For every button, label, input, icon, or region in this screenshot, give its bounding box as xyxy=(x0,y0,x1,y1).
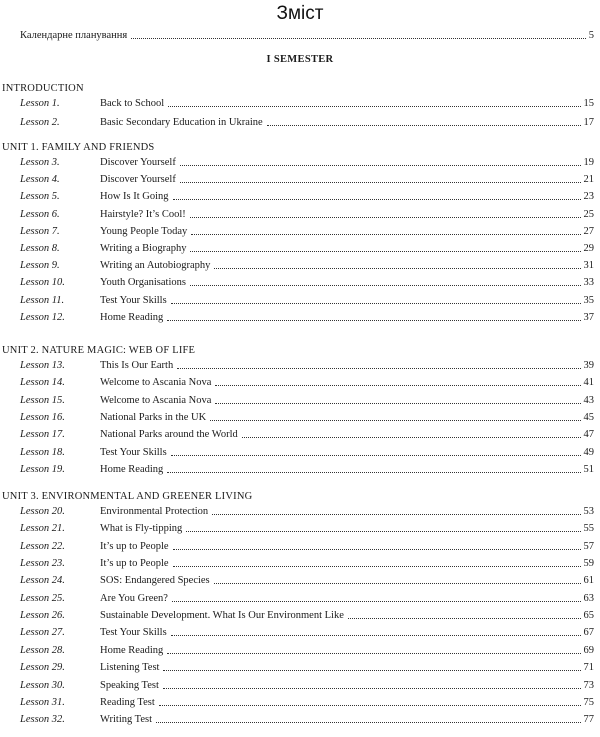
dot-leader xyxy=(210,411,580,421)
toc-entry[interactable] xyxy=(20,609,594,623)
lesson-title: Discover Yourself xyxy=(100,174,176,186)
lesson-number: Lesson 23. xyxy=(20,558,65,570)
toc-entry-calendar[interactable] xyxy=(20,29,594,43)
lesson-number: Lesson 4. xyxy=(20,174,60,186)
toc-entry[interactable] xyxy=(20,208,594,222)
lesson-number: Lesson 12. xyxy=(20,311,65,323)
entry-title: Календарне планування xyxy=(20,30,128,41)
entry-page-number: 23 xyxy=(583,191,594,203)
dot-leader xyxy=(215,394,580,404)
dot-leader xyxy=(159,696,581,706)
toc-entry[interactable] xyxy=(20,97,594,111)
toc-entry[interactable] xyxy=(20,259,594,273)
lesson-number: Lesson 26. xyxy=(20,610,65,622)
lesson-title: Writing Test xyxy=(100,714,153,726)
lesson-title: SOS: Endangered Species xyxy=(100,575,210,587)
dot-leader xyxy=(214,574,581,584)
toc-entry[interactable] xyxy=(20,661,594,675)
entry-page-number: 21 xyxy=(583,174,594,186)
dot-leader xyxy=(214,259,580,269)
toc-entry[interactable] xyxy=(20,626,594,640)
lesson-number: Lesson 28. xyxy=(20,644,65,656)
lesson-title: Home Reading xyxy=(100,463,164,475)
dot-leader xyxy=(163,661,580,671)
dot-leader xyxy=(156,713,580,723)
toc-entry[interactable] xyxy=(20,463,594,477)
lesson-title: Home Reading xyxy=(100,311,164,323)
lesson-title: Reading Test xyxy=(100,696,155,708)
lesson-number: Lesson 3. xyxy=(20,157,60,168)
lesson-number: Lesson 29. xyxy=(20,662,65,674)
lesson-number: Lesson 21. xyxy=(20,523,65,535)
entry-page-number: 75 xyxy=(583,696,594,708)
toc-entry[interactable] xyxy=(20,242,594,256)
lesson-title: It’s up to People xyxy=(100,540,169,552)
entry-page-number: 19 xyxy=(583,157,594,168)
dot-leader xyxy=(163,679,581,689)
lesson-title: Basic Secondary Education in Ukraine xyxy=(100,117,263,129)
lesson-title: Welcome to Ascania Nova xyxy=(100,394,212,406)
toc-entry[interactable] xyxy=(20,557,594,571)
lesson-number: Lesson 27. xyxy=(20,627,65,639)
lesson-title: How Is It Going xyxy=(100,191,169,203)
lesson-title: National Parks around the World xyxy=(100,429,238,441)
toc-entry[interactable] xyxy=(20,696,594,710)
entry-page-number: 77 xyxy=(583,714,594,726)
dot-leader xyxy=(168,97,580,107)
entry-page-number: 35 xyxy=(583,294,594,306)
dot-leader xyxy=(180,173,581,183)
lesson-title: Discover Yourself xyxy=(100,157,176,168)
toc-entry[interactable] xyxy=(20,190,594,204)
lesson-title: Environmental Protection xyxy=(100,506,209,517)
dot-leader xyxy=(172,592,581,602)
lesson-title: Young People Today xyxy=(100,225,188,237)
dot-leader xyxy=(212,505,580,515)
dot-leader xyxy=(190,276,581,286)
lesson-title: Writing an Autobiography xyxy=(100,260,211,272)
entry-page-number: 67 xyxy=(583,627,594,639)
section-heading: UNIT 1. FAMILY AND FRIENDS xyxy=(2,142,155,153)
entry-page-number: 47 xyxy=(583,429,594,441)
entry-page-number: 17 xyxy=(583,117,594,129)
lesson-number: Lesson 19. xyxy=(20,463,65,475)
toc-entry[interactable] xyxy=(20,505,594,519)
lesson-number: Lesson 14. xyxy=(20,377,65,389)
dot-leader xyxy=(190,242,580,252)
lesson-title: Writing a Biography xyxy=(100,243,187,254)
dot-leader xyxy=(173,540,581,550)
lesson-title: National Parks in the UK xyxy=(100,411,207,423)
dot-leader xyxy=(267,116,581,126)
lesson-title: What is Fly-tipping xyxy=(100,523,183,535)
lesson-number: Lesson 30. xyxy=(20,679,65,691)
toc-entry[interactable] xyxy=(20,173,594,187)
toc-entry[interactable] xyxy=(20,225,594,239)
entry-page-number: 59 xyxy=(583,558,594,570)
entry-page-number: 71 xyxy=(583,662,594,674)
lesson-number: Lesson 9. xyxy=(20,260,60,272)
entry-page-number: 57 xyxy=(583,540,594,552)
dot-leader xyxy=(171,294,581,304)
lesson-number: Lesson 31. xyxy=(20,696,65,708)
lesson-number: Lesson 15. xyxy=(20,394,65,406)
section-heading: UNIT 2. NATURE MAGIC: WEB OF LIFE xyxy=(2,345,196,356)
entry-page-number: 69 xyxy=(583,644,594,656)
dot-leader xyxy=(173,557,581,567)
lesson-title: Youth Organisations xyxy=(100,277,186,289)
entry-page-number: 15 xyxy=(583,98,594,109)
lesson-title: Test Your Skills xyxy=(100,627,167,639)
dot-leader xyxy=(190,208,581,218)
dot-leader xyxy=(242,428,581,438)
lesson-title: Home Reading xyxy=(100,644,164,656)
entry-page-number: 37 xyxy=(583,311,594,323)
toc-entry[interactable] xyxy=(20,294,594,308)
dot-leader xyxy=(348,609,581,619)
dot-leader xyxy=(131,29,586,39)
dot-leader xyxy=(171,446,581,456)
dot-leader xyxy=(171,626,581,636)
toc-entry[interactable] xyxy=(20,522,594,536)
dot-leader xyxy=(177,359,580,369)
toc-entry[interactable] xyxy=(20,376,594,390)
entry-page-number: 45 xyxy=(583,411,594,423)
lesson-number: Lesson 6. xyxy=(20,208,60,220)
section-heading: INTRODUCTION xyxy=(2,83,84,94)
lesson-title: Listening Test xyxy=(100,662,160,674)
lesson-title: It’s up to People xyxy=(100,558,169,570)
lesson-title: Are You Green? xyxy=(100,592,168,604)
toc-entry[interactable] xyxy=(20,644,594,658)
lesson-number: Lesson 20. xyxy=(20,506,65,517)
toc-entry[interactable] xyxy=(20,592,594,606)
toc-entry[interactable] xyxy=(20,713,594,727)
toc-entry[interactable] xyxy=(20,428,594,442)
lesson-title: Hairstyle? It’s Cool! xyxy=(100,208,186,220)
toc-entry[interactable] xyxy=(20,394,594,408)
semester-heading: I SEMESTER xyxy=(266,54,334,65)
dot-leader xyxy=(173,190,581,200)
toc-entry[interactable] xyxy=(20,156,594,170)
lesson-title: Welcome to Ascania Nova xyxy=(100,377,212,389)
lesson-number: Lesson 8. xyxy=(20,243,60,254)
entry-page-number: 53 xyxy=(583,506,594,517)
lesson-number: Lesson 1. xyxy=(20,98,60,109)
lesson-number: Lesson 17. xyxy=(20,429,65,441)
lesson-number: Lesson 24. xyxy=(20,575,65,587)
dot-leader xyxy=(186,522,580,532)
lesson-number: Lesson 10. xyxy=(20,277,65,289)
entry-page-number: 43 xyxy=(583,394,594,406)
lesson-number: Lesson 2. xyxy=(20,117,60,129)
dot-leader xyxy=(180,156,581,166)
toc-entry[interactable] xyxy=(20,540,594,554)
toc-entry[interactable] xyxy=(20,574,594,588)
lesson-title: Test Your Skills xyxy=(100,446,167,458)
entry-page-number: 65 xyxy=(583,610,594,622)
entry-page-number: 31 xyxy=(583,260,594,272)
entry-page-number: 73 xyxy=(583,679,594,691)
toc-entry[interactable] xyxy=(20,411,594,425)
lesson-number: Lesson 18. xyxy=(20,446,65,458)
dot-leader xyxy=(191,225,580,235)
entry-page-number: 61 xyxy=(583,575,594,587)
lesson-number: Lesson 5. xyxy=(20,191,60,203)
dot-leader xyxy=(167,463,580,473)
entry-page-number: 63 xyxy=(583,592,594,604)
section-heading: UNIT 3. ENVIRONMENTAL AND GREENER LIVING xyxy=(2,491,253,502)
entry-page-number: 55 xyxy=(583,523,594,535)
entry-page-number: 27 xyxy=(583,225,594,237)
entry-page-number: 5 xyxy=(588,30,594,41)
toc-entry[interactable] xyxy=(20,359,594,373)
lesson-number: Lesson 7. xyxy=(20,225,60,237)
entry-page-number: 41 xyxy=(583,377,594,389)
lesson-title: This Is Our Earth xyxy=(100,360,174,371)
entry-page-number: 25 xyxy=(583,208,594,220)
toc-entry[interactable] xyxy=(20,276,594,290)
lesson-number: Lesson 22. xyxy=(20,540,65,552)
lesson-number: Lesson 16. xyxy=(20,411,65,423)
dot-leader xyxy=(167,311,580,321)
lesson-title: Test Your Skills xyxy=(100,294,167,306)
toc-entry[interactable] xyxy=(20,446,594,460)
lesson-number: Lesson 11. xyxy=(20,294,65,306)
lesson-title: Sustainable Development. What Is Our Environment Like xyxy=(100,610,344,622)
lesson-number: Lesson 13. xyxy=(20,360,65,371)
lesson-title: Back to School xyxy=(100,98,165,109)
toc-entry[interactable] xyxy=(20,679,594,693)
dot-leader xyxy=(215,376,580,386)
lesson-title: Speaking Test xyxy=(100,679,159,691)
entry-page-number: 49 xyxy=(583,446,594,458)
lesson-number: Lesson 32. xyxy=(20,714,65,726)
entry-page-number: 33 xyxy=(583,277,594,289)
entry-page-number: 39 xyxy=(583,360,594,371)
dot-leader xyxy=(167,644,580,654)
entry-page-number: 51 xyxy=(583,463,594,475)
page-title: Зміст xyxy=(276,3,324,24)
lesson-number: Lesson 25. xyxy=(20,592,65,604)
entry-page-number: 29 xyxy=(583,243,594,254)
toc-entry[interactable] xyxy=(20,311,594,325)
toc-entry[interactable] xyxy=(20,116,594,130)
